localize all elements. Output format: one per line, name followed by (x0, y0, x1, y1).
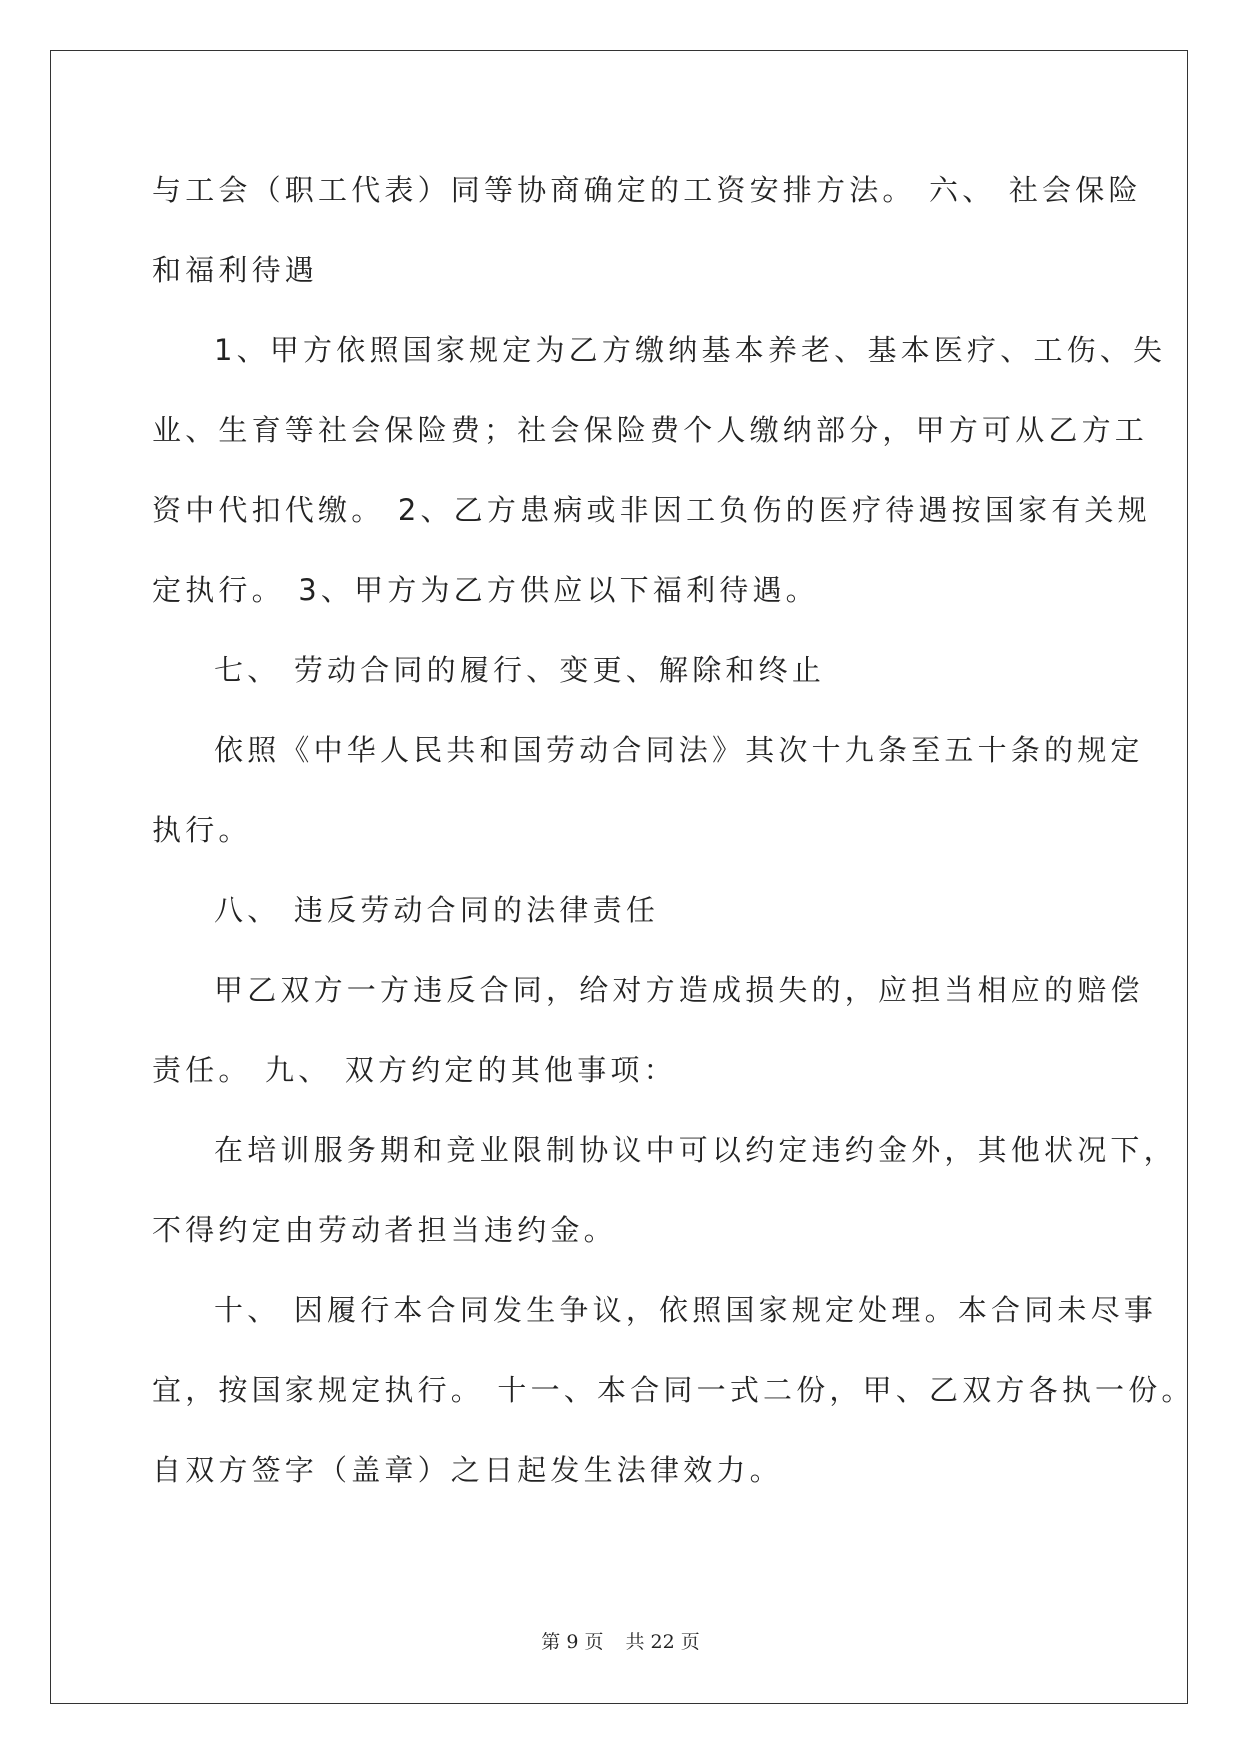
text-line: 责任。 九、 双方约定的其他事项： (152, 1053, 677, 1087)
text-line: 不得约定由劳动者担当违约金。 (152, 1213, 617, 1247)
total-pages: 共 22 页 (625, 1631, 700, 1653)
text-line: 依照《中华人民共和国劳动合同法》其次十九条至五十条的规定 (214, 733, 1144, 767)
text-line: 业、生育等社会保险费；社会保险费个人缴纳部分，甲方可从乙方工 (152, 413, 1149, 447)
text-line: 定执行。 3、甲方为乙方供应以下福利待遇。 (152, 573, 819, 607)
text-line: 在培训服务期和竞业限制协议中可以约定违约金外，其他状况下， (214, 1133, 1177, 1167)
text-line: 执行。 (152, 813, 252, 847)
current-page-number: 第 9 页 (541, 1631, 604, 1653)
text-line: 甲乙双方一方违反合同，给对方造成损失的，应担当相应的赔偿 (214, 973, 1144, 1007)
text-line: 与工会（职工代表）同等协商确定的工资安排方法。 六、 社会保险 (152, 173, 1142, 207)
page-footer (0, 1630, 1241, 1654)
text-line: 自双方签字（盖章）之日起发生法律效力。 (152, 1453, 783, 1487)
text-line: 和福利待遇 (152, 253, 319, 287)
text-line: 宜，按国家规定执行。 十一、本合同一式二份，甲、乙双方各执一份。 (152, 1373, 1195, 1407)
section-heading: 七、 劳动合同的履行、变更、解除和终止 (214, 653, 826, 687)
text-line: 十、 因履行本合同发生争议，依照国家规定处理。本合同未尽事 (214, 1293, 1158, 1327)
text-line: 资中代扣代缴。 2、乙方患病或非因工负伤的医疗待遇按国家有关规 (152, 493, 1151, 527)
section-heading: 八、 违反劳动合同的法律责任 (214, 893, 660, 927)
text-line: 1、甲方依照国家规定为乙方缴纳基本养老、基本医疗、工伤、失 (214, 333, 1167, 367)
